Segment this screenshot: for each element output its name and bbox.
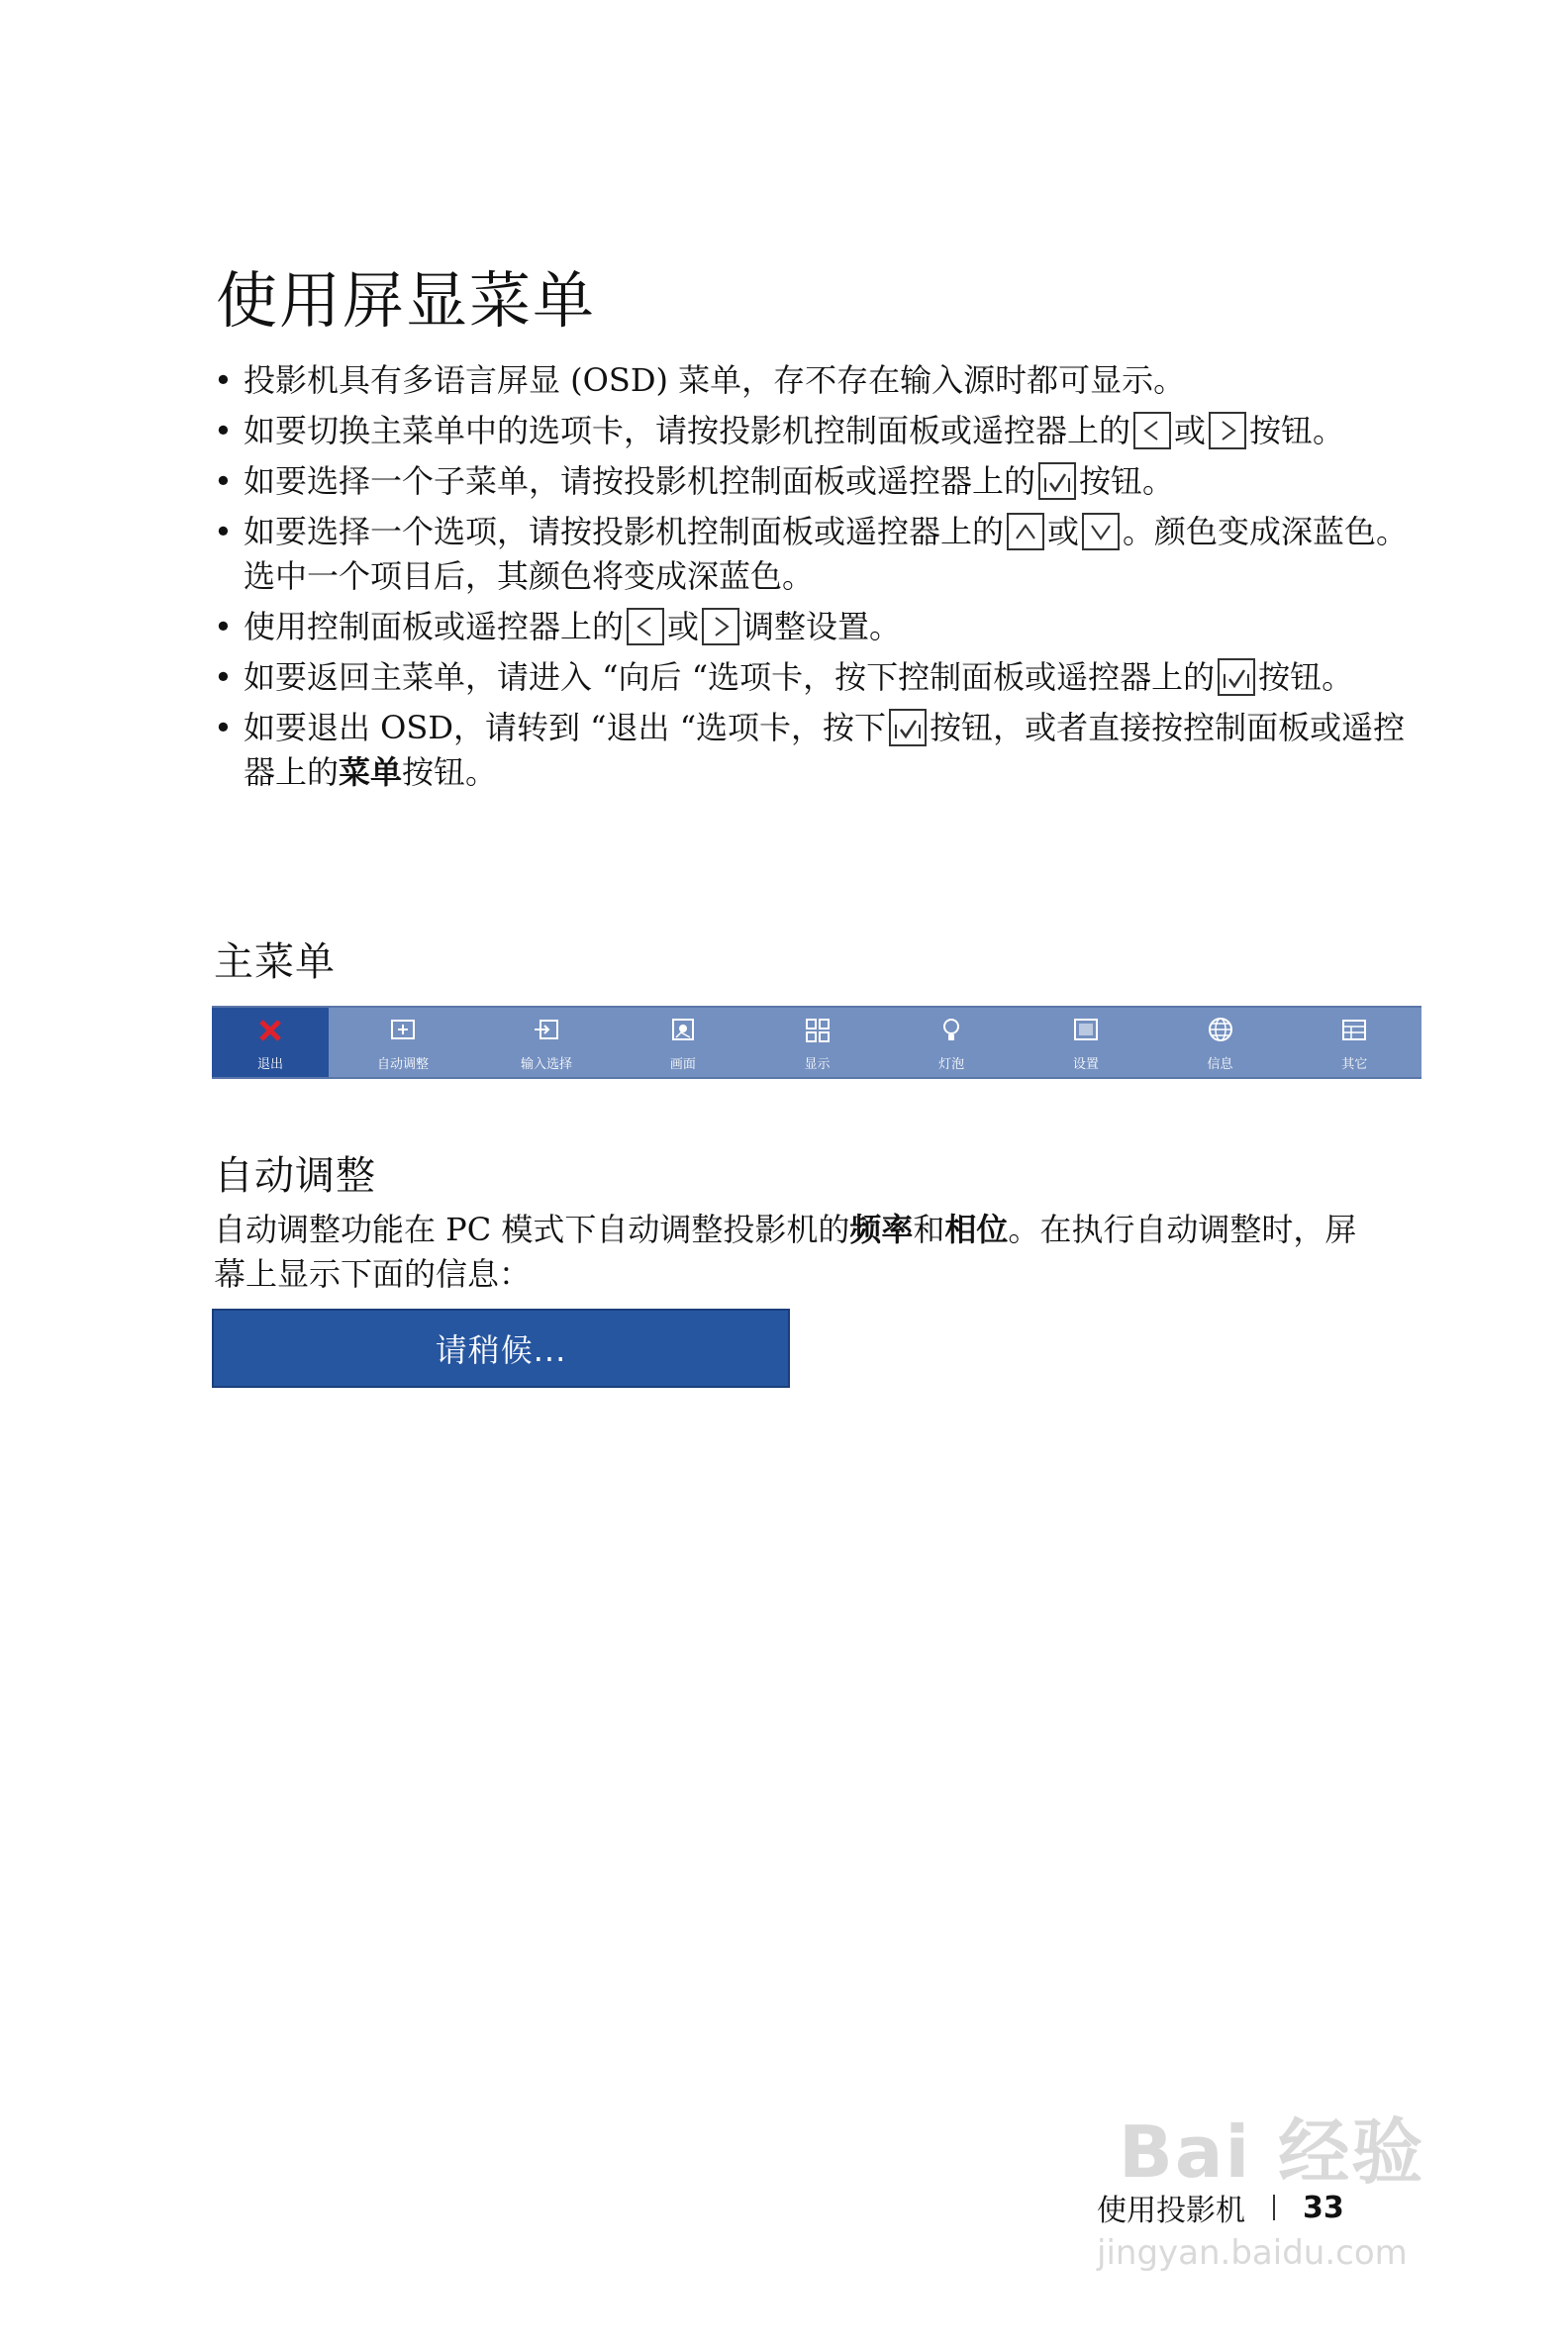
menu-tab-label: 信息 — [1207, 1056, 1233, 1072]
exit-x-icon — [255, 1016, 285, 1053]
osd-main-menu-bar — [212, 1006, 1421, 1079]
bullet-dot: • — [214, 361, 233, 399]
para-text-2: 和 — [913, 1211, 945, 1248]
instruction-text: 如要选择一个子菜单，请按投影机控制面板或遥控器上的 — [244, 462, 1036, 500]
please-wait-text: 请稍候... — [435, 1331, 567, 1369]
display-icon — [803, 1016, 833, 1053]
auto-adjust-icon — [388, 1016, 418, 1053]
auto-adjust-heading: 自动调整 — [214, 1153, 376, 1199]
menu-tab-label: 其它 — [1341, 1056, 1368, 1072]
info-globe-icon — [1206, 1016, 1235, 1053]
instruction-item — [208, 409, 1425, 453]
left-key-icon — [627, 608, 664, 645]
menu-tab-label: 画面 — [669, 1056, 696, 1072]
page-footer — [1097, 2186, 1344, 2229]
instruction-text: 按钮。 — [1258, 658, 1354, 696]
instruction-text: 如要退出 OSD，请转到 “退出 “选项卡，按下 — [244, 709, 887, 746]
page-title: 使用屏显菜单 — [216, 264, 597, 337]
down-key-icon — [1082, 513, 1120, 550]
input-select-icon — [532, 1016, 561, 1053]
instruction-text: 调整设置。 — [742, 608, 902, 645]
please-wait-message-box — [212, 1309, 790, 1388]
instruction-text: 或 — [1047, 513, 1080, 550]
main-menu-heading: 主菜单 — [214, 939, 336, 985]
menu-tab-label: 灯泡 — [938, 1056, 965, 1072]
bullet-dot: • — [214, 658, 233, 696]
menu-tab[interactable] — [616, 1008, 750, 1077]
enter-key-icon — [1218, 658, 1255, 696]
menu-tab-label: 自动调整 — [376, 1056, 429, 1072]
instruction-text: 按钮。 — [1249, 412, 1345, 449]
setup-icon — [1071, 1016, 1101, 1053]
menu-tab[interactable] — [1019, 1008, 1153, 1077]
menu-tab[interactable] — [750, 1008, 885, 1077]
bullet-dot: • — [214, 412, 233, 449]
left-key-icon — [1133, 412, 1171, 449]
phase-term: 相位 — [944, 1211, 1009, 1248]
menu-tab[interactable] — [884, 1008, 1019, 1077]
menu-tab-label: 显示 — [804, 1056, 831, 1072]
para-text-1: 自动调整功能在 PC 模式下自动调整投影机的 — [214, 1211, 850, 1248]
menu-tab-label: 退出 — [256, 1056, 283, 1072]
bullet-dot: • — [214, 709, 233, 746]
bullet-dot: • — [214, 513, 233, 550]
lamp-icon — [936, 1016, 966, 1053]
instruction-item — [208, 358, 1425, 403]
instruction-text: 或 — [1174, 412, 1207, 449]
instruction-list — [208, 358, 1425, 801]
instruction-item — [208, 605, 1425, 649]
enter-key-icon — [889, 709, 927, 746]
para-text-3: 。在执行自动调整时，屏幕上显示下面的信息： — [214, 1211, 1357, 1293]
instruction-item — [208, 459, 1425, 504]
page-number: 33 — [1303, 2190, 1344, 2225]
watermark-logo: Bai 经验 — [1119, 2110, 1425, 2194]
bold-term: 菜单 — [339, 753, 403, 791]
instruction-text: 按钮，或者直接按控制面板或遥控器上的 — [244, 709, 1406, 791]
bullet-dot: • — [214, 608, 233, 645]
right-key-icon — [702, 608, 739, 645]
instruction-text: 。颜色变成深蓝色。选中一个项目后，其颜色将变成深蓝色。 — [244, 513, 1409, 595]
instruction-text: 按钮。 — [402, 753, 498, 791]
menu-tab[interactable] — [329, 1008, 477, 1077]
menu-tab-label: 设置 — [1072, 1056, 1099, 1072]
instruction-text: 或 — [667, 608, 700, 645]
instruction-text: 投影机具有多语言屏显 (OSD) 菜单，存不存在输入源时都可显示。 — [244, 361, 1186, 399]
footer-section: 使用投影机 — [1097, 2194, 1245, 2228]
instruction-text: 使用控制面板或遥控器上的 — [244, 608, 625, 645]
enter-key-icon — [1038, 462, 1076, 500]
instruction-text: 如要返回主菜单，请进入 “向后 “选项卡，按下控制面板或遥控器上的 — [244, 658, 1216, 696]
menu-tab[interactable] — [1153, 1008, 1288, 1077]
bullet-dot: • — [214, 462, 233, 500]
instruction-text: 如要切换主菜单中的选项卡，请按投影机控制面板或遥控器上的 — [244, 412, 1131, 449]
picture-icon — [668, 1016, 698, 1053]
watermark-url: jingyan.baidu.com — [1097, 2233, 1408, 2273]
menu-tab-label: 输入选择 — [520, 1056, 572, 1072]
right-key-icon — [1209, 412, 1246, 449]
up-key-icon — [1007, 513, 1044, 550]
instruction-item — [208, 655, 1425, 700]
instruction-item — [208, 510, 1425, 599]
auto-adjust-paragraph — [214, 1208, 1382, 1297]
instruction-text: 如要选择一个选项，请按投影机控制面板或遥控器上的 — [244, 513, 1005, 550]
other-icon — [1339, 1016, 1369, 1053]
instruction-item — [208, 706, 1425, 795]
menu-tab[interactable] — [212, 1008, 329, 1077]
instruction-text: 按钮。 — [1079, 462, 1175, 500]
menu-tab[interactable] — [1287, 1008, 1421, 1077]
menu-tab[interactable] — [477, 1008, 616, 1077]
frequency-term: 频率 — [849, 1211, 914, 1248]
footer-divider — [1273, 2195, 1275, 2220]
